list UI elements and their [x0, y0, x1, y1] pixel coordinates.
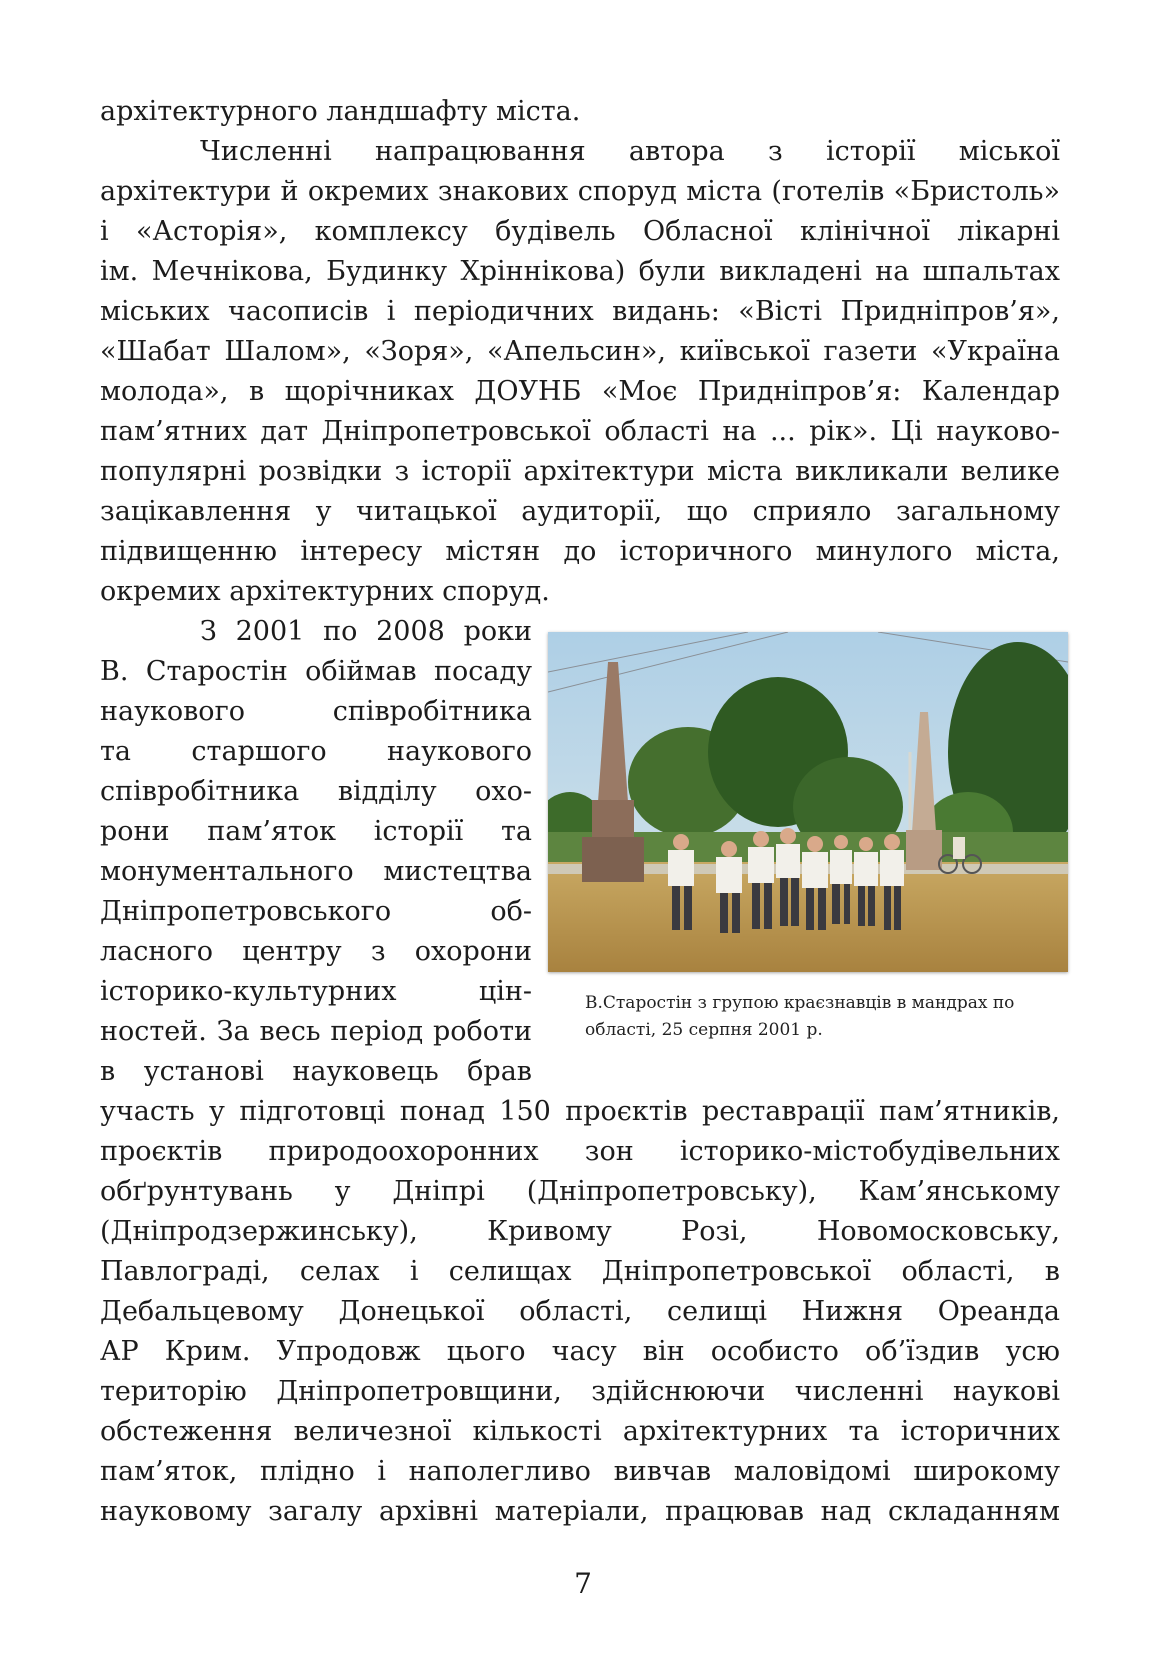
text-line: окремих архітектурних споруд.: [100, 576, 550, 607]
text-line: обстеження величезної кількості архітектурних та історичних: [100, 1416, 1060, 1447]
text-line: АР Крим. Упродовж цього часу він особисто об’їздив усю: [100, 1336, 1060, 1367]
text-line: міських часописів і періодичних видань: «Вісті Придніпров’я»,: [100, 296, 1060, 327]
photo-caption: [585, 990, 1055, 1044]
text-line: співробітника відділу охо-: [100, 776, 532, 807]
text-line: ностей. За весь період роботи: [100, 1016, 532, 1047]
caption-line: області, 25 серпня 2001 р.: [585, 1020, 823, 1040]
text-line: проєктів природоохоронних зон історико-містобудівельних: [100, 1136, 1060, 1167]
page-number: 7: [574, 1567, 592, 1600]
text-line: Дніпропетровського об-: [100, 896, 532, 927]
text-line: ласного центру з охорони: [100, 936, 532, 967]
group-photo-image: [548, 632, 1068, 972]
text-line: пам’ятних дат Дніпропетровської області на ... рік». Ці науково-: [100, 416, 1060, 447]
text-line: обґрунтувань у Дніпрі (Дніпропетровську), Кам’янському: [100, 1176, 1060, 1207]
text-line: ім. Мечнікова, Будинку Хріннікова) були викладені на шпальтах: [100, 256, 1060, 287]
text-line: монументального мистецтва: [100, 856, 532, 887]
text-line: молода», в щорічниках ДОУНБ «Моє Придніпров’я: Календар: [100, 376, 1060, 407]
text-line: Дебальцевому Донецької області, селищі Нижня Ореанда: [100, 1296, 1060, 1327]
text-line: архітектури й окремих знакових споруд міста (готелів «Бристоль»: [100, 176, 1060, 207]
text-line: і «Асторія», комплексу будівель Обласної клінічної лікарні: [100, 216, 1060, 247]
text-line: З 2001 по 2008 роки: [200, 616, 532, 647]
text-line: «Шабат Шалом», «Зоря», «Апельсин», київської газети «Україна: [100, 336, 1060, 367]
text-line: архітектурного ландшафту міста.: [100, 96, 581, 127]
text-line: історико-культурних цін-: [100, 976, 532, 1007]
text-line: (Дніпродзержинську), Кривому Розі, Новомосковську,: [100, 1216, 1060, 1247]
text-line: та старшого наукового: [100, 736, 532, 767]
text-line: рони пам’яток історії та: [100, 816, 532, 847]
text-line: пам’яток, плідно і наполегливо вивчав маловідомі широкому: [100, 1456, 1060, 1487]
text-line: територію Дніпропетровщини, здійснюючи численні наукові: [100, 1376, 1060, 1407]
text-line: Павлограді, селах і селищах Дніпропетровської області, в: [100, 1256, 1060, 1287]
text-line: підвищенню інтересу містян до історичного минулого міста,: [100, 536, 1060, 567]
text-line: В. Старостін обіймав посаду: [100, 656, 532, 687]
text-line: Численні напрацювання автора з історії міської: [200, 136, 1060, 167]
text-line: участь у підготовці понад 150 проєктів реставрації пам’ятників,: [100, 1096, 1060, 1127]
text-line: науковому загалу архівні матеріали, працював над складанням: [100, 1496, 1060, 1527]
caption-line: В.Старостін з групою краєзнавців в мандрах по: [585, 993, 1015, 1013]
group-photo: [548, 632, 1068, 972]
text-line: наукового співробітника: [100, 696, 532, 727]
text-line: в установі науковець брав: [100, 1056, 532, 1087]
text-line: популярні розвідки з історії архітектури міста викликали велике: [100, 456, 1060, 487]
text-line: зацікавлення у читацької аудиторії, що сприяло загальному: [100, 496, 1060, 527]
